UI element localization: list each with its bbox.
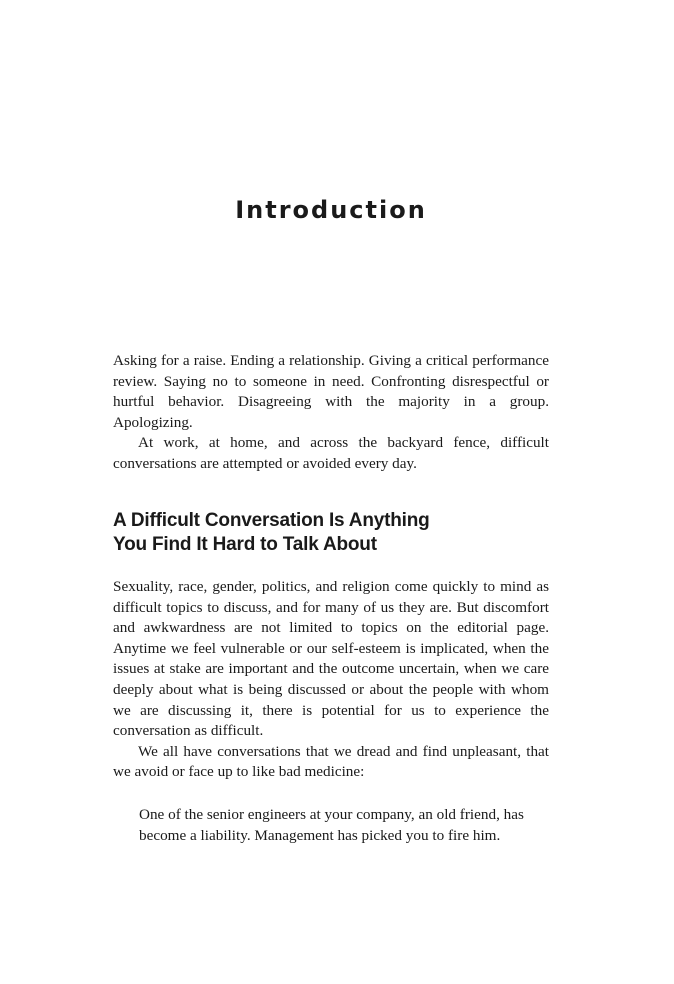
intro-paragraph-2: At work, at home, and across the backyard fence, difficult conversations are attempted or avoided every day. [113, 434, 549, 472]
section-text [113, 577, 549, 783]
section-paragraph-2: We all have conversations that we dread and find unpleasant, that we avoid or face up to like bad medicine: [113, 742, 549, 781]
section-heading [113, 509, 549, 557]
section-heading-line-1: A Difficult Conversation Is Anything [113, 510, 430, 531]
section-paragraph-1: Sexuality, race, gender, politics, and religion come quickly to mind as difficult topics to discuss, and for many of us they are. But discomfort and awkwardness are not limited to topics on the editorial page. Anytime we feel vulnerable or our self-esteem is implicated, when the issues at stake are important and the outcome uncertain, when we care deeply about what is being discussed or about the people with whom we are discussing it, there is potential for us to experience the conversation as difficult. [113, 578, 549, 740]
example-quote: One of the senior engineers at your company, an old friend, has become a liability. Management has picked you to fire him. [139, 806, 524, 844]
intro-text [113, 351, 549, 475]
section-heading-line-2: You Find It Hard to Talk About [113, 534, 377, 555]
chapter-title: Introduction [235, 196, 427, 224]
intro-paragraph-1: Asking for a raise. Ending a relationship. Giving a critical performance review. Saying no to someone in need. Confronting disrespectful or hurtful behavior. Disagreeing with the majority in a group. Apologizing. [113, 352, 549, 431]
